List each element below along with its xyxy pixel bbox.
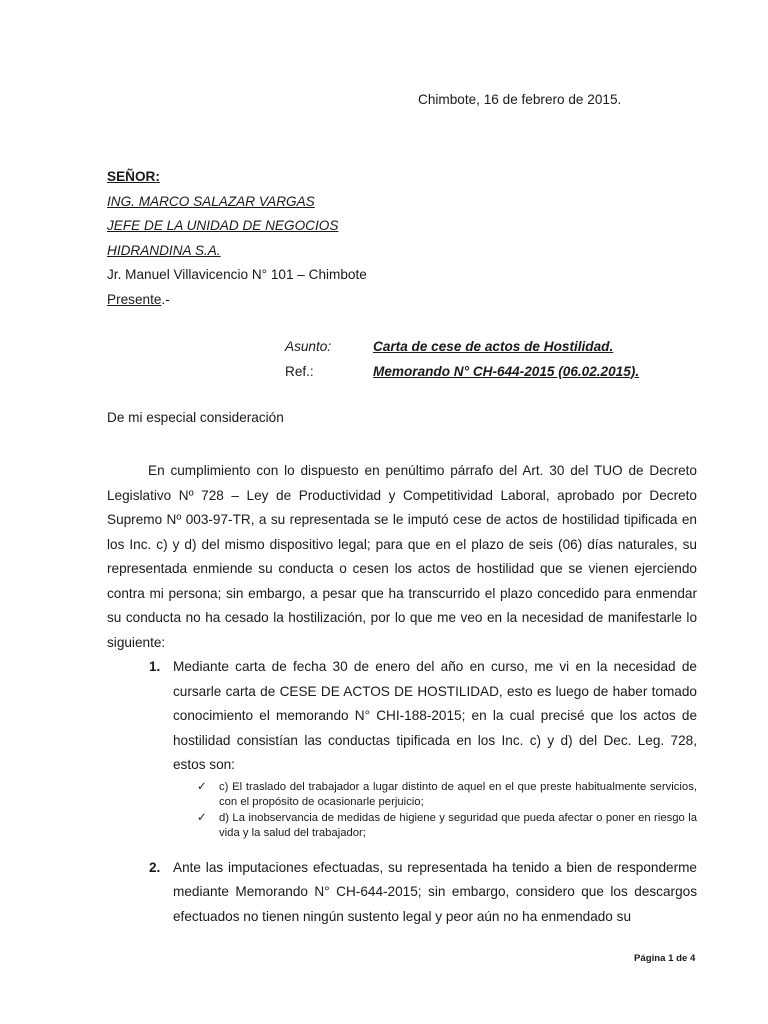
item-text: Ante las imputaciones efectuadas, su representada ha tenido a bien de responderme mediante Memorando N° CH-644-2015; sin embargo, considero que los descargos efectuados no tienen ningún sustento legal y peor aún no ha enmendado su [173, 859, 697, 924]
item-number: 2. [149, 859, 161, 875]
letter-body [107, 459, 697, 929]
presente-line [107, 288, 367, 313]
list-item [107, 655, 697, 778]
ref-label: Ref.: [285, 363, 314, 379]
page-number: Página 1 de 4 [634, 953, 696, 964]
bullet-text: c) El traslado del trabajador a lugar distinto de aquel en el que preste habitualmente servicios, con el propósito de ocasionarle perjuicio; [219, 780, 697, 808]
salutation: SEÑOR: [107, 169, 160, 184]
bullet-text: d) La inobservancia de medidas de higiene y seguridad que pueda afectar o poner en riesgo la vida y la salud del trabajador; [219, 811, 697, 839]
bullet-list [197, 780, 697, 842]
presente-suffix: .- [161, 291, 170, 307]
item-text: Mediante carta de fecha 30 de enero del año en curso, me vi en la necesidad de cursarle carta de CESE DE ACTOS DE HOSTILIDAD, esto es luego de haber tomado conocimiento el memorando N° CHI-188-2015; en la cual precisé que los actos de hostilidad consistían las conductas tipificada en los Inc. c) y d) del Dec. Leg. 728, estos son: [173, 659, 697, 772]
subject-block [285, 335, 639, 384]
bullet-item [197, 811, 697, 842]
asunto-label: Asunto: [285, 339, 332, 354]
greeting: De mi especial consideración [107, 410, 284, 425]
letter-date: Chimbote, 16 de febrero de 2015. [418, 92, 622, 107]
check-icon: ✓ [197, 780, 207, 793]
recipient-block [107, 165, 367, 313]
ref-value: Memorando N° CH-644-2015 (06.02.2015). [373, 363, 640, 379]
check-icon: ✓ [197, 811, 207, 824]
asunto-row [285, 335, 639, 360]
asunto-value: Carta de cese de actos de Hostilidad. [373, 339, 614, 354]
ref-row [285, 360, 639, 385]
bullet-item [197, 780, 697, 811]
list-item [107, 856, 697, 930]
intro-paragraph: En cumplimiento con lo dispuesto en penúltimo párrafo del Art. 30 del TUO de Decreto Legislativo Nº 728 – Ley de Productividad y Competitividad Laboral, aprobado por Decreto Supremo Nº 003-97-TR, a su representada se le imputó cese de actos de hostilidad tipificada en los Inc. c) y d) del mismo dispositivo legal; para que en el plazo de seis (06) días naturales, su representada enmiende su conducta o cesen los actos de hostilidad que se vienen ejerciendo contra mi persona; sin embargo, a pesar que ha transcurrido el plazo concedido para enmendar su conducta no ha cesado la hostilización, por lo que me veo en la necesidad de manifestarle lo siguiente: [107, 463, 697, 650]
recipient-title: JEFE DE LA UNIDAD DE NEGOCIOS [107, 218, 339, 234]
recipient-company: HIDRANDINA S.A. [107, 242, 221, 258]
recipient-address: Jr. Manuel Villavicencio N° 101 – Chimbote [107, 267, 367, 283]
recipient-name: ING. MARCO SALAZAR VARGAS [107, 193, 315, 209]
item-number: 1. [149, 659, 161, 674]
presente-word: Presente [107, 291, 162, 307]
